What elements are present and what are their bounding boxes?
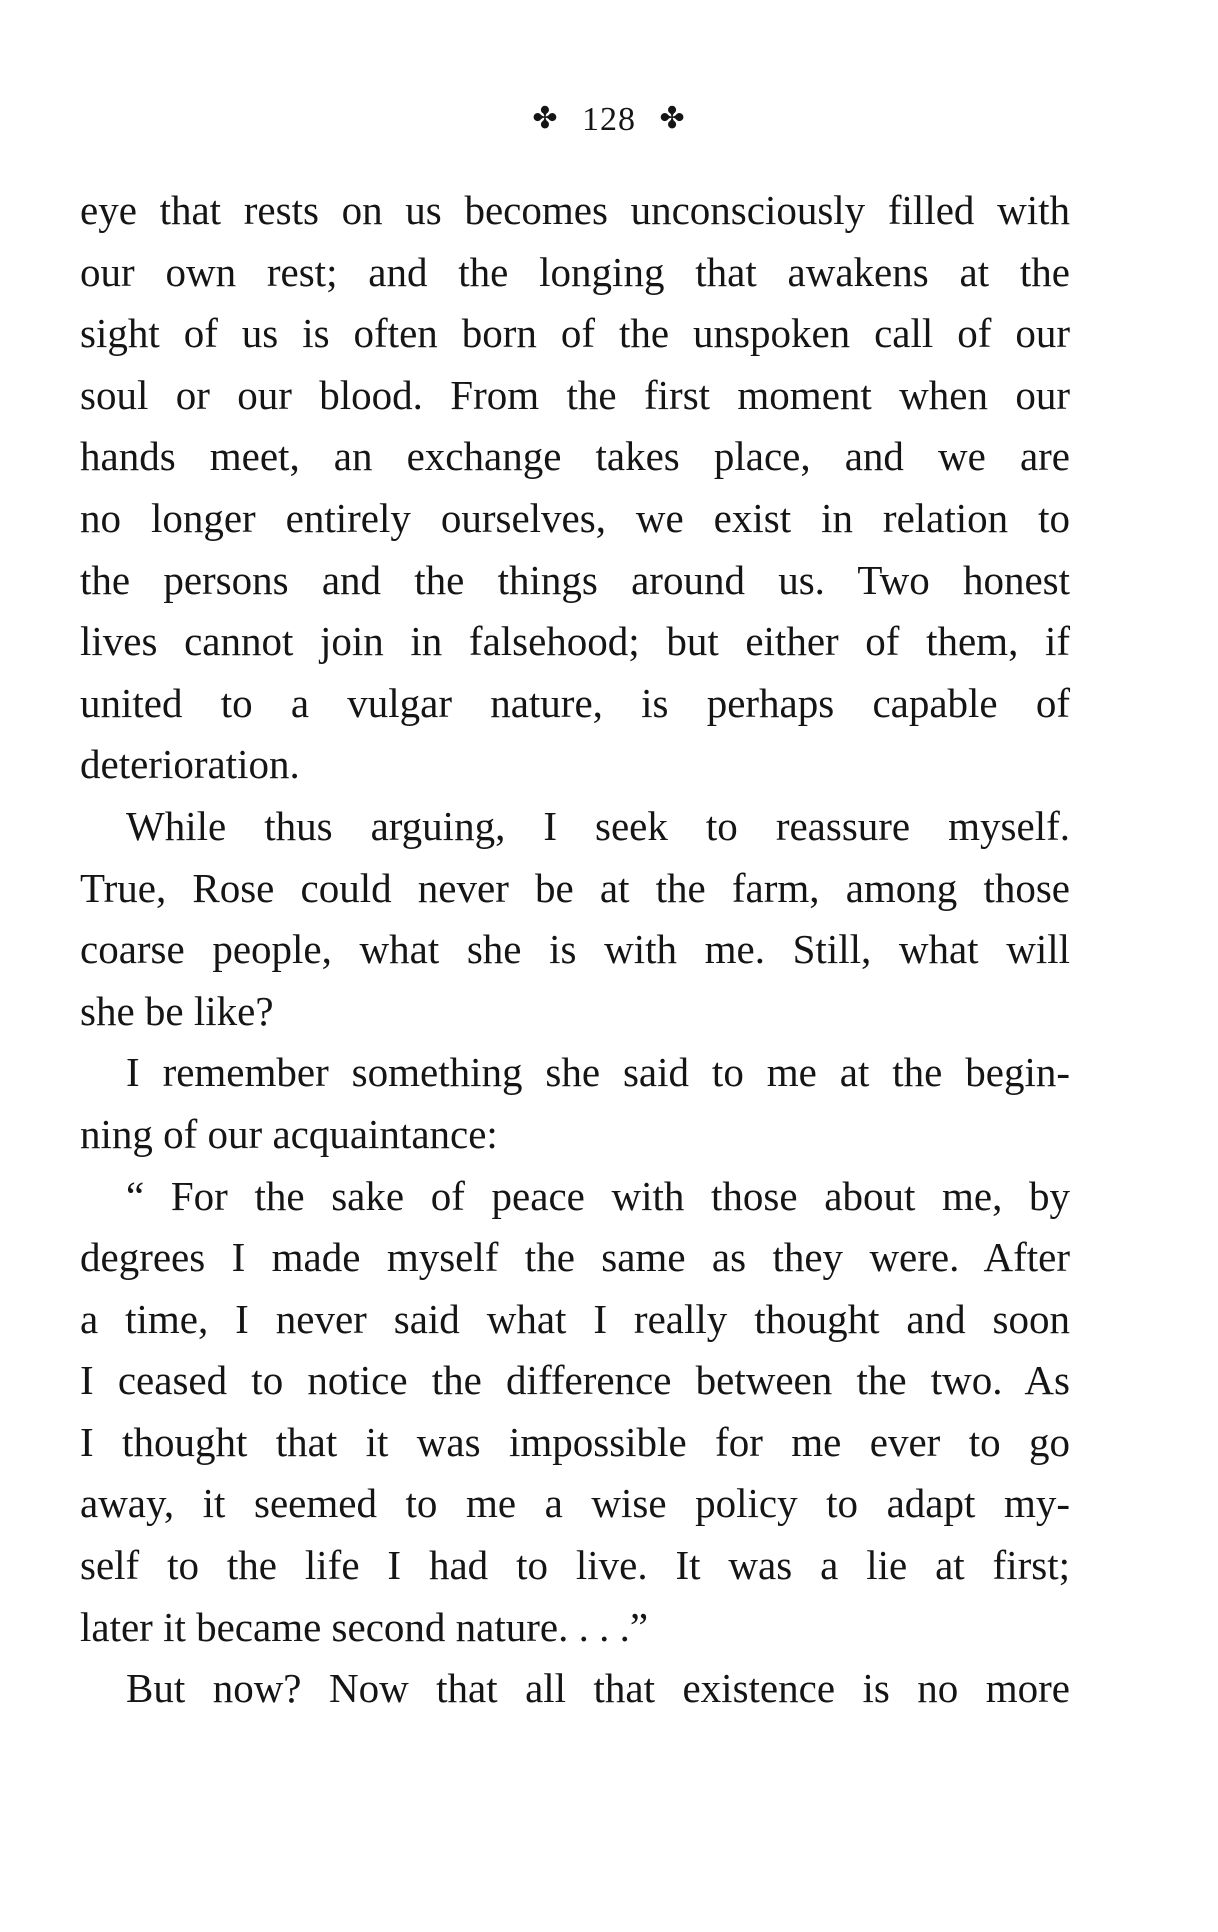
ornament-right-icon: ✤: [659, 102, 686, 136]
text-line: united to a vulgar nature, is perhaps capable of: [80, 679, 1070, 726]
body-text: [80, 180, 1070, 1720]
text-line: I ceased to notice the difference between the two. As: [80, 1357, 1070, 1404]
text-line: sight of us is often born of the unspoken call of our: [80, 310, 1070, 357]
page-number: 128: [582, 101, 636, 138]
text-line: no longer entirely ourselves, we exist in relation to: [80, 494, 1070, 541]
text-line: ning of our acquaintance:: [80, 1110, 498, 1157]
text-line: I remember something she said to me at the begin-: [126, 1049, 1070, 1096]
text-line: True, Rose could never be at the farm, among those: [80, 864, 1070, 911]
text-line: away, it seemed to me a wise policy to adapt my-: [80, 1480, 1070, 1527]
text-line: our own rest; and the longing that awakens at the: [80, 248, 1070, 295]
text-line: soul or our blood. From the first moment when our: [80, 371, 1070, 418]
text-line: she be like?: [80, 987, 274, 1034]
text-line: degrees I made myself the same as they were. After: [80, 1234, 1070, 1281]
text-line: deterioration.: [80, 741, 300, 788]
text-line: the persons and the things around us. Two honest: [80, 556, 1070, 603]
text-line: later it became second nature. . . .”: [80, 1603, 649, 1650]
page-header: [0, 96, 1218, 146]
text-line: “ For the sake of peace with those about me, by: [126, 1172, 1070, 1219]
text-line: lives cannot join in falsehood; but either of them, if: [80, 618, 1070, 665]
text-line: While thus arguing, I seek to reassure myself.: [126, 802, 1070, 849]
text-line: self to the life I had to live. It was a lie at first;: [80, 1542, 1070, 1589]
text-line: eye that rests on us becomes unconsciously filled with: [80, 187, 1070, 233]
text-line: But now? Now that all that existence is no more: [126, 1665, 1070, 1712]
text-line: coarse people, what she is with me. Still, what will: [80, 926, 1070, 973]
text-line: a time, I never said what I really thought and soon: [80, 1295, 1070, 1342]
text-line: hands meet, an exchange takes place, and we are: [80, 433, 1070, 480]
ornament-left-icon: ✤: [532, 102, 559, 136]
text-line: I thought that it was impossible for me ever to go: [80, 1418, 1070, 1465]
